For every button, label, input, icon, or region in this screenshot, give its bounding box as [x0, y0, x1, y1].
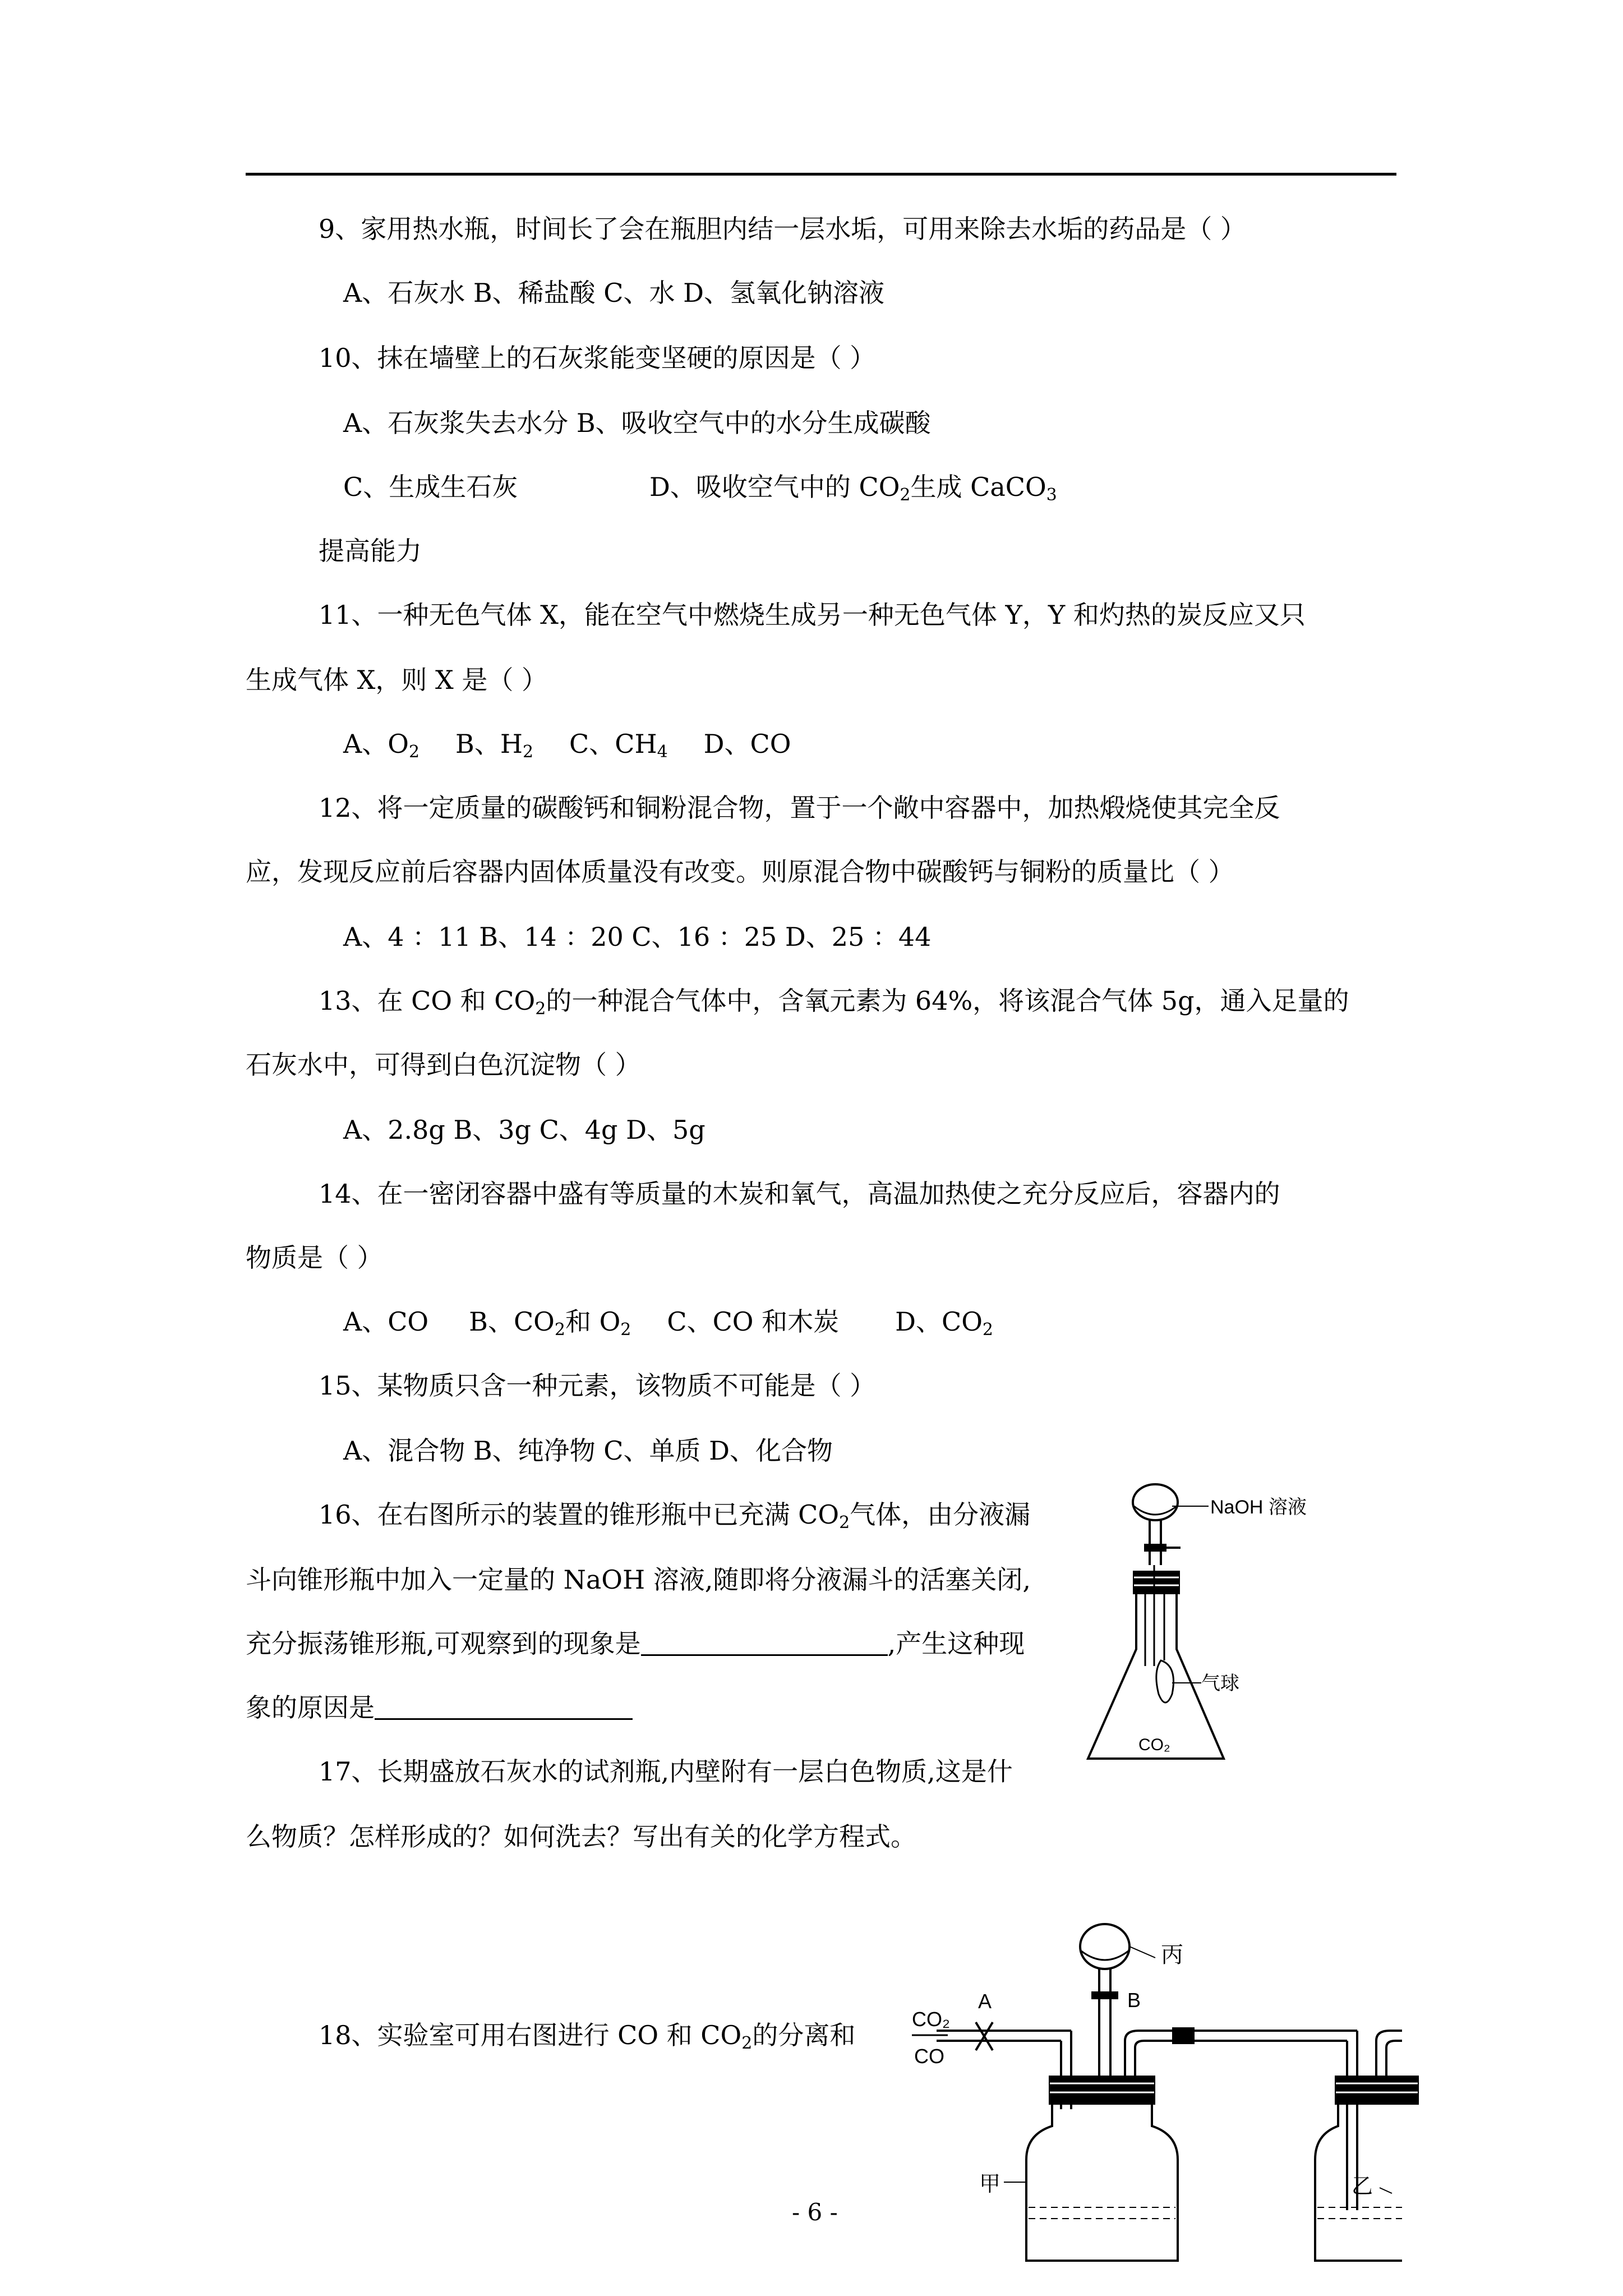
q16-line3: 充分振荡锥形瓶,可观察到的现象是 ,产生这种现 [246, 1628, 1025, 1659]
q18-line1: 18、实验室可用右图进行 CO 和 $CO_2$的分离和 [319, 2020, 856, 2053]
fig18-label-co: CO [914, 2045, 944, 2068]
q16-answer-blank-1[interactable] [641, 1632, 888, 1656]
fig18-label-yi: 乙 [1352, 2175, 1373, 2198]
fig18-label-bing: 丙 [1161, 1943, 1183, 1967]
q14-stem-line1: 14、在一密闭容器中盛有等质量的木炭和氧气，高温加热使之充分反应后，容器内的 [319, 1179, 1280, 1209]
q16-line2: 斗向锥形瓶中加入一定量的 NaOH 溶液,随即将分液漏斗的活塞关闭, [246, 1565, 1031, 1595]
figure-gas-separation-apparatus [909, 1913, 1402, 2272]
q12-stem-line2: 应，发现反应前后容器内固体质量没有改变。则原混合物中碳酸钙与铜粉的质量比（ ） [246, 857, 1234, 887]
q10-stem: 10、抹在墙壁上的石灰浆能变坚硬的原因是（ ） [319, 343, 876, 373]
fig18-label-jia: 甲 [979, 2173, 1001, 2196]
q16-line4: 象的原因是 [246, 1691, 633, 1724]
q17-line2: 么物质？怎样形成的？如何洗去？写出有关的化学方程式。 [246, 1821, 916, 1852]
q16-line1: 16、在右图所示的装置的锥形瓶中已充满 $CO_2$气体，由分液漏 [319, 1499, 1031, 1533]
fig16-label-co2: CO₂ [1138, 1736, 1170, 1754]
fig18-label-a: A [978, 1990, 992, 2013]
q15-stem: 15、某物质只含一种元素，该物质不可能是（ ） [319, 1370, 876, 1401]
q11-stem-line1: 11、一种无色气体 X，能在空气中燃烧生成另一种无色气体 Y，Y 和灼热的炭反应又只 [319, 600, 1306, 630]
figure-erlenmeyer-apparatus [1082, 1481, 1307, 1773]
q9-options: A、石灰水 B、稀盐酸 C、水 D、氢氧化钠溶液 [343, 278, 884, 308]
q12-options: A、4 ：11 B、14 ：20 C、16 ：25 D、25 ：44 [343, 922, 932, 952]
fig16-label-balloon: 气球 [1201, 1673, 1239, 1694]
q13-options: A、2.8g B、3g C、4g D、5g [343, 1115, 706, 1145]
q17-line1: 17、长期盛放石灰水的试剂瓶,内壁附有一层白色物质,这是什 [319, 1756, 1013, 1787]
fig16-label-naoh: NaOH 溶液 [1210, 1497, 1307, 1518]
q15-options: A、混合物 B、纯净物 C、单质 D、化合物 [343, 1435, 833, 1466]
section-title: 提高能力 [319, 536, 422, 566]
fig18-label-b: B [1127, 1989, 1141, 2012]
q11-options: A、$O_2$ B、$H_2$ C、$CH_4$ D、CO [343, 729, 791, 762]
q12-stem-line1: 12、将一定质量的碳酸钙和铜粉混合物，置于一个敞中容器中，加热煅烧使其完全反 [319, 793, 1280, 823]
fig18-label-co2: CO₂ [912, 2008, 950, 2031]
header-rule [246, 173, 1396, 176]
q10-option-c: C、生成生石灰 [343, 472, 518, 502]
page-number: - 6 - [792, 2198, 838, 2226]
q14-options: A、CO B、$CO_2$和 $O_2$ C、CO 和木炭 D、$CO_2$ [343, 1306, 994, 1340]
q9-stem: 9、家用热水瓶，时间长了会在瓶胆内结一层水垢，可用来除去水垢的药品是（ ） [319, 214, 1246, 244]
q11-stem-line2: 生成气体 X，则 X 是（ ） [246, 665, 547, 695]
q16-answer-blank-2[interactable] [375, 1696, 633, 1720]
q13-stem-line2: 石灰水中，可得到白色沉淀物（ ） [246, 1050, 641, 1080]
q13-stem-line1: 13、在 CO 和 $CO_2$的一种混合气体中，含氧元素为 64%，将该混合气体 5g，通入足量的 [319, 986, 1349, 1019]
q14-stem-line2: 物质是（ ） [246, 1243, 383, 1273]
q10-options-ab: A、石灰浆失去水分 B、吸收空气中的水分生成碳酸 [343, 408, 931, 438]
q10-option-d: D、吸收空气中的 $CO_2$生成 CaCO$_3$ [649, 472, 1057, 505]
